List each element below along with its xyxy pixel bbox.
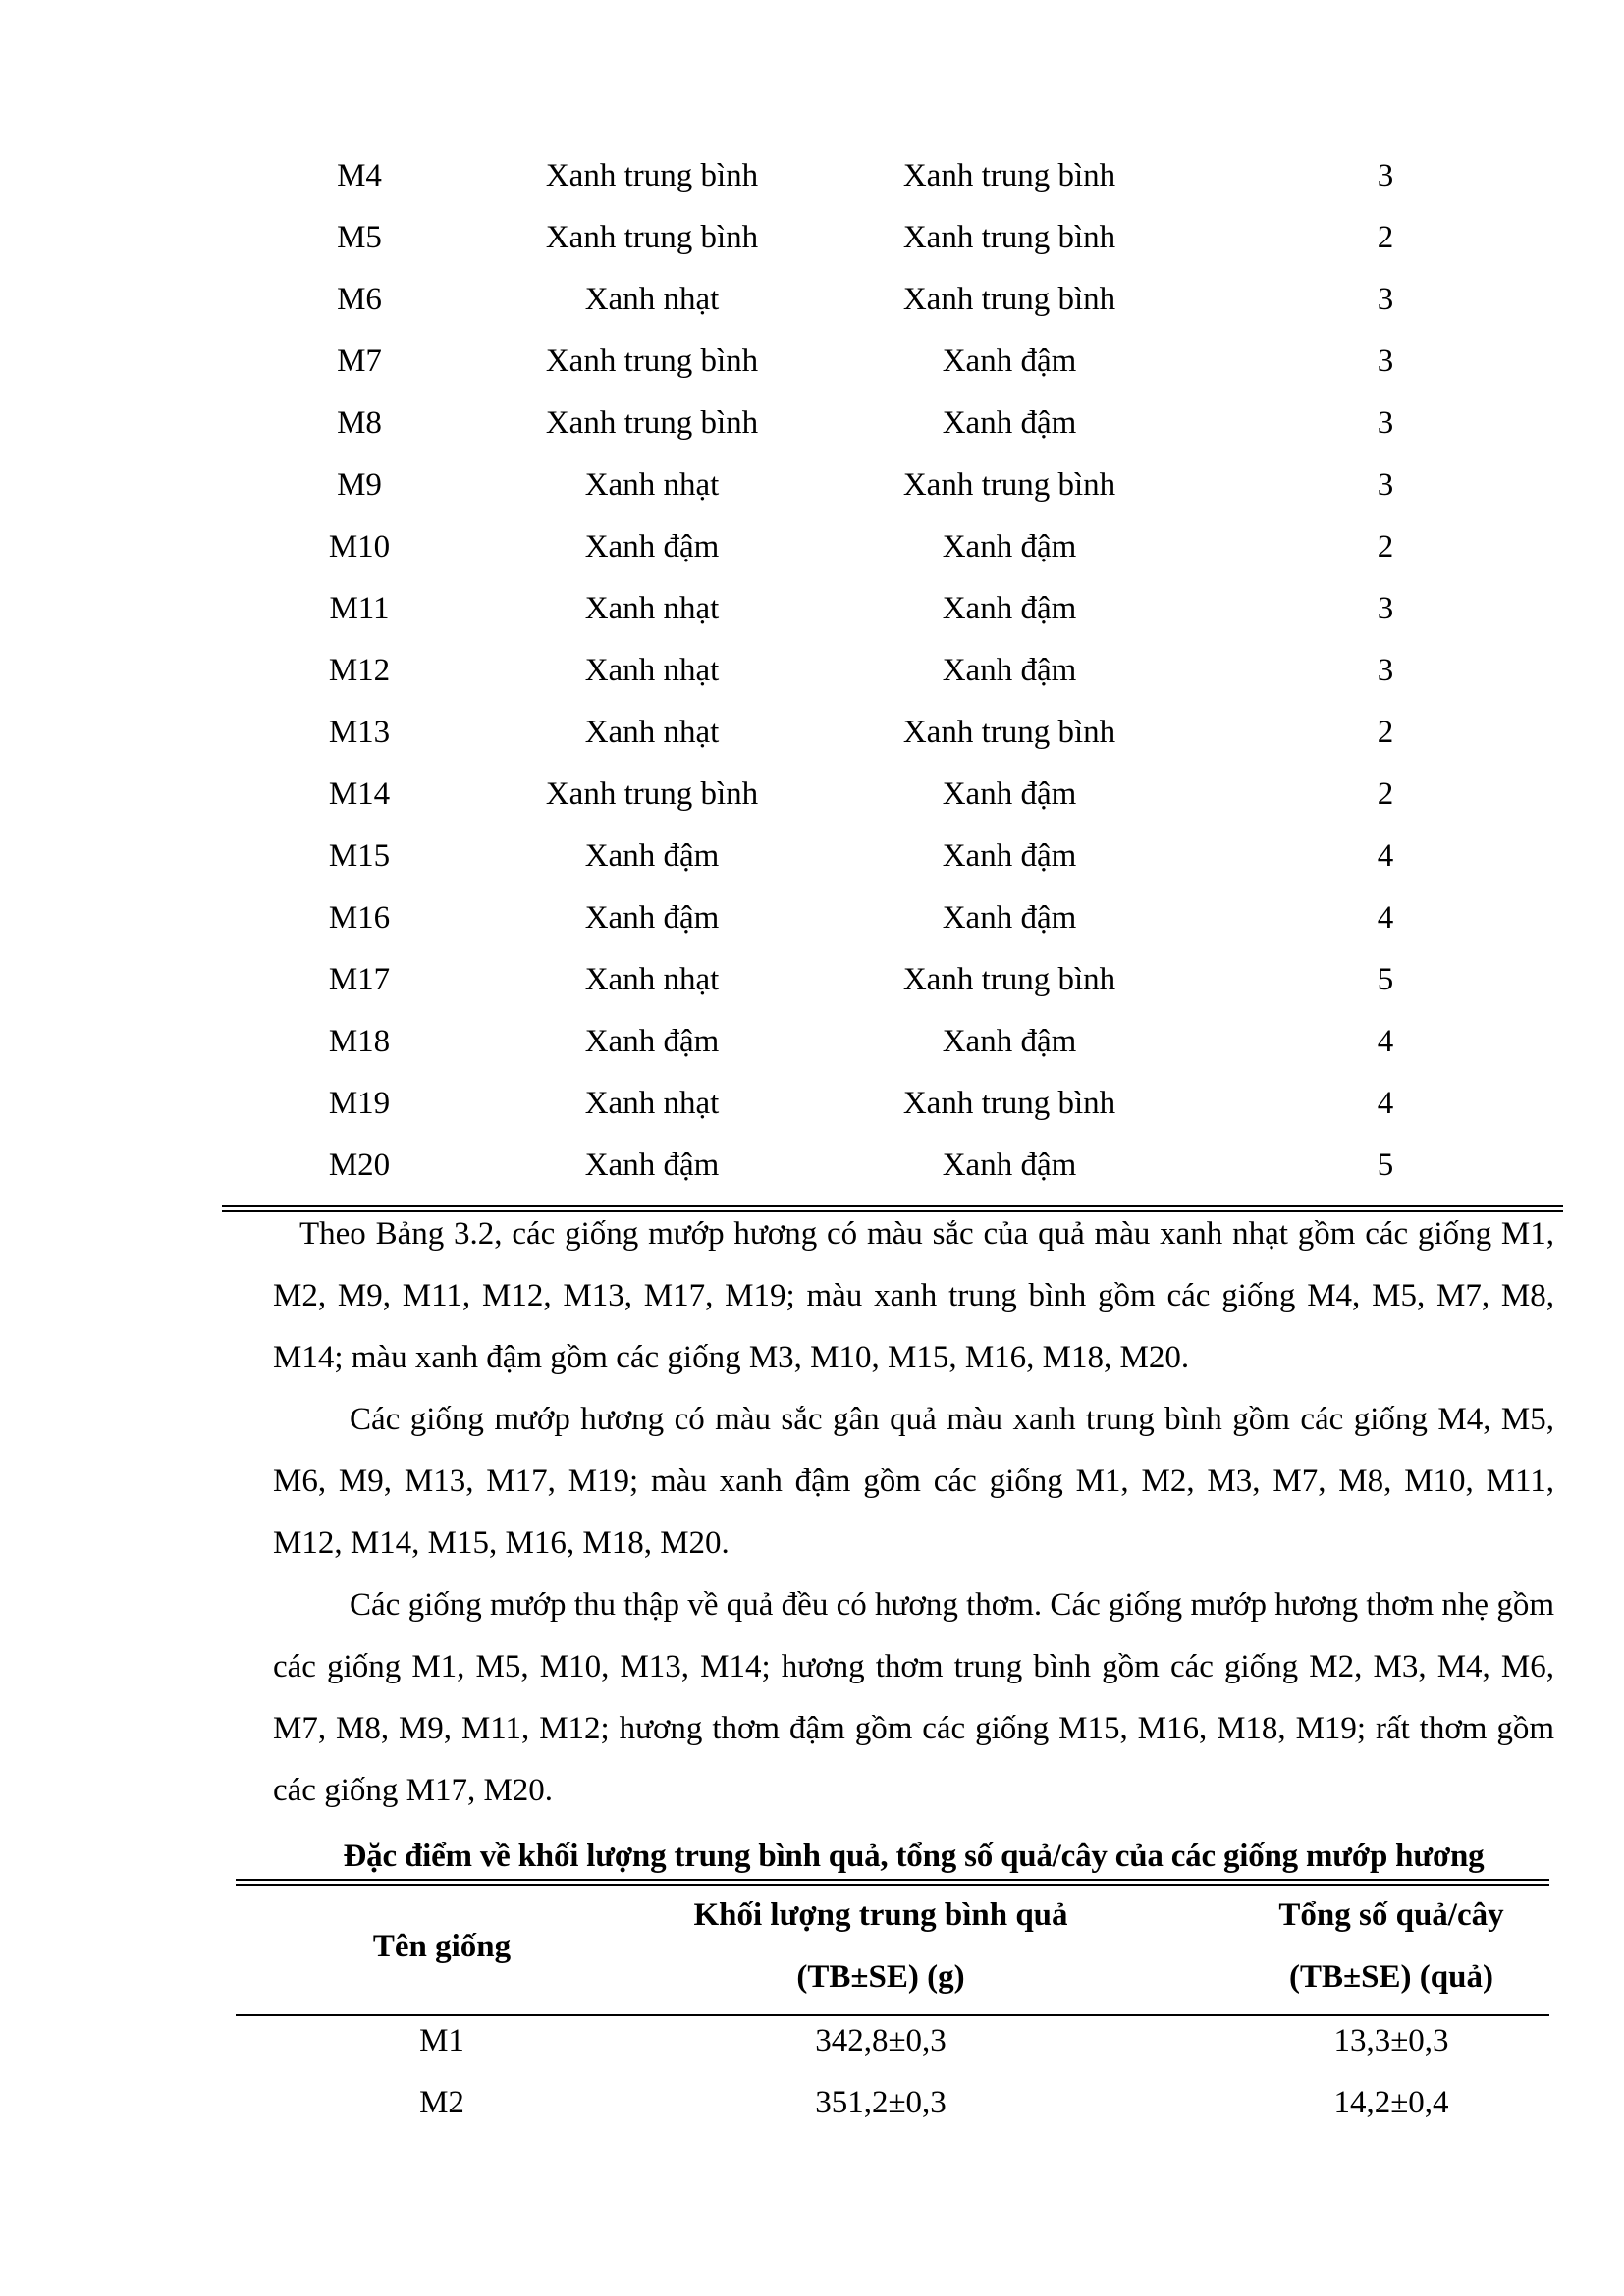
table-row (0, 1073, 1624, 1135)
table-row (0, 826, 1624, 887)
vein-color-cell: Xanh trung bình (902, 715, 1116, 750)
table-row (0, 887, 1624, 949)
vein-color-cell: Xanh đậm (942, 591, 1077, 626)
table-row (0, 764, 1624, 826)
variety-cell: M16 (328, 900, 391, 935)
header-total-fruits: Tổng số quả/cây (1278, 1897, 1504, 1933)
body-text (273, 1203, 1554, 1822)
fruit-color-cell: Xanh đậm (584, 1024, 720, 1059)
aroma-score-cell: 4 (1377, 1024, 1394, 1059)
vein-color-cell: Xanh đậm (942, 776, 1077, 812)
variety-cell: M1 (419, 2023, 464, 2058)
fruit-color-cell: Xanh nhạt (584, 653, 720, 688)
fruit-color-cell: Xanh nhạt (584, 467, 720, 503)
table2-row (0, 2010, 1624, 2072)
vein-color-cell: Xanh đậm (942, 344, 1077, 379)
fruit-color-cell: Xanh trung bình (545, 220, 759, 255)
fruit-color-cell: Xanh nhạt (584, 282, 720, 317)
aroma-score-cell: 5 (1377, 962, 1394, 997)
variety-cell: M15 (328, 838, 391, 874)
fruit-color-cell: Xanh nhạt (584, 591, 720, 626)
fruit-color-cell: Xanh nhạt (584, 962, 720, 997)
vein-color-cell: Xanh đậm (942, 1024, 1077, 1059)
aroma-score-cell: 3 (1377, 344, 1394, 379)
aroma-score-cell: 2 (1377, 776, 1394, 812)
vein-color-cell: Xanh đậm (942, 405, 1077, 441)
table-caption: Đặc điểm về khối lượng trung bình quả, tổng số quả/cây của các giống mướp hương (343, 1839, 1485, 1874)
paragraph-1: Theo Bảng 3.2, các giống mướp hương có màu sắc của quả màu xanh nhạt gồm các giống M1, M2, M9, M11, M12, M13, M17, M19; màu xanh trung bình gồm các giống M4, M5, M7, M8, M14; màu xanh đậm gồm các giống M3, M10, M15, M16, M18, M20. (273, 1216, 1554, 1375)
vein-color-cell: Xanh đậm (942, 1148, 1077, 1183)
vein-color-cell: Xanh trung bình (902, 962, 1116, 997)
avg-weight-cell: 351,2±0,3 (815, 2085, 947, 2120)
variety-cell: M8 (337, 405, 382, 441)
variety-cell: M18 (328, 1024, 391, 1059)
paragraph-2: Các giống mướp hương có màu sắc gân quả màu xanh trung bình gồm các giống M4, M5, M6, M9, M13, M17, M19; màu xanh đậm gồm các giống M1, M2, M3, M7, M8, M10, M11, M12, M14, M15, M16, M18, M20. (273, 1402, 1554, 1561)
variety-cell: M2 (419, 2085, 464, 2120)
aroma-score-cell: 2 (1377, 529, 1394, 564)
fruit-color-cell: Xanh trung bình (545, 405, 759, 441)
table-row (0, 331, 1624, 393)
variety-cell: M7 (337, 344, 382, 379)
fruit-color-cell: Xanh nhạt (584, 715, 720, 750)
vein-color-cell: Xanh đậm (942, 900, 1077, 935)
table-row (0, 640, 1624, 702)
aroma-score-cell: 4 (1377, 838, 1394, 874)
table-row (0, 702, 1624, 764)
variety-cell: M11 (329, 591, 390, 626)
aroma-score-cell: 5 (1377, 1148, 1394, 1183)
aroma-score-cell: 2 (1377, 220, 1394, 255)
fruit-color-cell: Xanh đậm (584, 838, 720, 874)
vein-color-cell: Xanh trung bình (902, 1086, 1116, 1121)
vein-color-cell: Xanh trung bình (902, 467, 1116, 503)
variety-cell: M17 (328, 962, 391, 997)
vein-color-cell: Xanh đậm (942, 838, 1077, 874)
table-row (0, 207, 1624, 269)
vein-color-cell: Xanh đậm (942, 529, 1077, 564)
aroma-score-cell: 3 (1377, 653, 1394, 688)
aroma-score-cell: 3 (1377, 405, 1394, 441)
variety-cell: M20 (328, 1148, 391, 1183)
fruit-color-cell: Xanh trung bình (545, 344, 759, 379)
aroma-score-cell: 2 (1377, 715, 1394, 750)
variety-cell: M6 (337, 282, 382, 317)
header-avg-weight: Khối lượng trung bình quả (693, 1897, 1068, 1933)
variety-cell: M13 (328, 715, 391, 750)
total-fruits-cell: 13,3±0,3 (1333, 2023, 1449, 2058)
fruit-color-cell: Xanh đậm (584, 900, 720, 935)
aroma-score-cell: 4 (1377, 900, 1394, 935)
aroma-score-cell: 4 (1377, 1086, 1394, 1121)
aroma-score-cell: 3 (1377, 467, 1394, 503)
aroma-score-cell: 3 (1377, 591, 1394, 626)
vein-color-cell: Xanh trung bình (902, 282, 1116, 317)
aroma-score-cell: 3 (1377, 282, 1394, 317)
table-row (0, 1135, 1624, 1197)
fruit-color-cell: Xanh trung bình (545, 776, 759, 812)
variety-cell: M5 (337, 220, 382, 255)
fruit-color-cell: Xanh nhạt (584, 1086, 720, 1121)
table-row (0, 578, 1624, 640)
vein-color-cell: Xanh trung bình (902, 220, 1116, 255)
table-row (0, 1011, 1624, 1073)
table-row (0, 393, 1624, 454)
variety-cell: M9 (337, 467, 382, 503)
variety-cell: M10 (328, 529, 391, 564)
variety-cell: M19 (328, 1086, 391, 1121)
header-variety: Tên giống (372, 1929, 512, 1964)
header-total-fruits-unit: (TB±SE) (quả) (1289, 1959, 1493, 1995)
total-fruits-cell: 14,2±0,4 (1333, 2085, 1449, 2120)
aroma-score-cell: 3 (1377, 158, 1394, 193)
table2-top-rule (236, 1879, 1549, 1881)
paragraph-3: Các giống mướp thu thập về quả đều có hương thơm. Các giống mướp hương thơm nhẹ gồm các giống M1, M5, M10, M13, M14; hương thơm trung bình gồm các giống M2, M3, M4, M6, M7, M8, M9, M11, M12; hương thơm đậm gồm các giống M15, M16, M18, M19; rất thơm gồm các giống M17, M20. (273, 1587, 1554, 1808)
fruit-color-cell: Xanh trung bình (545, 158, 759, 193)
table-row (0, 454, 1624, 516)
variety-cell: M4 (337, 158, 382, 193)
table-row (0, 269, 1624, 331)
fruit-color-cell: Xanh đậm (584, 529, 720, 564)
table2-row (0, 2072, 1624, 2134)
table-row (0, 516, 1624, 578)
variety-cell: M12 (328, 653, 391, 688)
avg-weight-cell: 342,8±0,3 (815, 2023, 947, 2058)
vein-color-cell: Xanh đậm (942, 653, 1077, 688)
fruit-color-cell: Xanh đậm (584, 1148, 720, 1183)
table-row (0, 145, 1624, 207)
vein-color-cell: Xanh trung bình (902, 158, 1116, 193)
header-avg-weight-unit: (TB±SE) (g) (796, 1959, 965, 1995)
variety-cell: M14 (328, 776, 391, 812)
table-row (0, 949, 1624, 1011)
